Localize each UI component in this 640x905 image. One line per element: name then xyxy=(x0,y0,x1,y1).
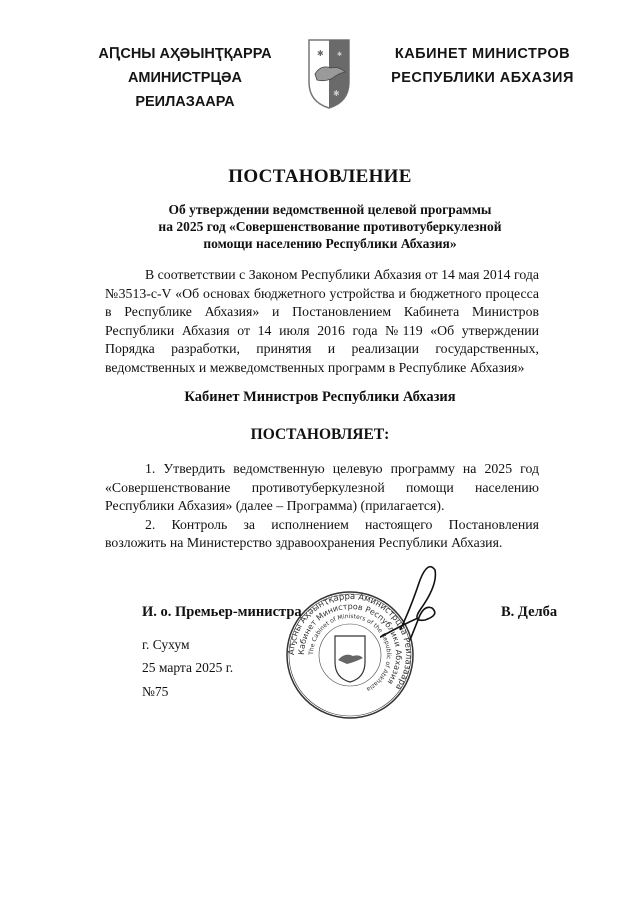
date: 25 марта 2025 г. xyxy=(142,660,234,675)
header-russian xyxy=(385,42,580,90)
signatory-name: В. Делба xyxy=(501,604,558,620)
document-title: ПОСТАНОВЛЕНИЕ xyxy=(228,166,412,187)
subtitle-line: на 2025 год «Совершенствование противотуберкулезной xyxy=(158,219,502,234)
header-russian-line1: КАБИНЕТ МИНИСТРОВ xyxy=(394,46,571,62)
decree-item-2: 2. Контроль за исполнением настоящего Постановления возложить на Министерство здравоохранения Республики Абхазия. xyxy=(105,516,539,551)
svg-text:✱: ✱ xyxy=(317,49,324,58)
signatory-title: И. о. Премьер-министра xyxy=(142,604,302,620)
header-abkhaz-line2: АМИНИСТРЦӘА РЕИЛАЗААРА xyxy=(127,70,243,110)
handwritten-signature xyxy=(380,560,460,650)
svg-text:✱: ✱ xyxy=(333,89,340,98)
decree-heading: ПОСТАНОВЛЯЕТ: xyxy=(250,426,390,443)
header-abkhaz xyxy=(80,42,290,114)
issuer: Кабинет Министров Республики Абхазия xyxy=(184,389,456,405)
subtitle-line: Об утверждении ведомственной целевой программы xyxy=(168,202,492,217)
subtitle-line: помощи населению Республики Абхазия» xyxy=(203,236,457,251)
decree-item-1: 1. Утвердить ведомственную целевую программу на 2025 год «Совершенствование противотуберкулезной помощи населению Республики Абхазия» (далее – Программа) (прилагается). xyxy=(105,461,539,514)
seal-middle-text: Кабинет Министров Республики Абхазия xyxy=(296,601,404,687)
header-russian-line2: РЕСПУБЛИКИ АБХАЗИЯ xyxy=(391,70,574,86)
preamble xyxy=(105,266,539,378)
decree-items xyxy=(105,460,539,553)
header-abkhaz-line1: АԤСНЫ АҲӘЫНҬҚАРРА xyxy=(98,46,272,62)
svg-text:✱: ✱ xyxy=(337,52,343,58)
preamble-text: В соответствии с Законом Республики Абхазия от 14 мая 2014 года №3513-с-V «Об основах бюджетного устройства и бюджетного процесса в Республике Абхазия» и Постановлением Кабинета Министров Республики Абхазия от 14 июля 2016 года №119 «Об утверждении Порядка разработки, принятия и реализации государственных, ведомственных и межведомственных программ в Республике Абхазия» xyxy=(105,267,539,375)
document-number: №75 xyxy=(142,684,169,699)
seal-inner-text: The Cabinet of Ministers of the Republic of Abkhazia xyxy=(307,612,393,693)
coat-of-arms-icon xyxy=(307,38,351,110)
document-subtitle xyxy=(120,201,540,252)
seal-outer-text: Аҧсны Аҳәынҭқарра Аминистрцәа Реилазаара xyxy=(286,591,414,692)
city: г. Сухум xyxy=(142,637,190,652)
